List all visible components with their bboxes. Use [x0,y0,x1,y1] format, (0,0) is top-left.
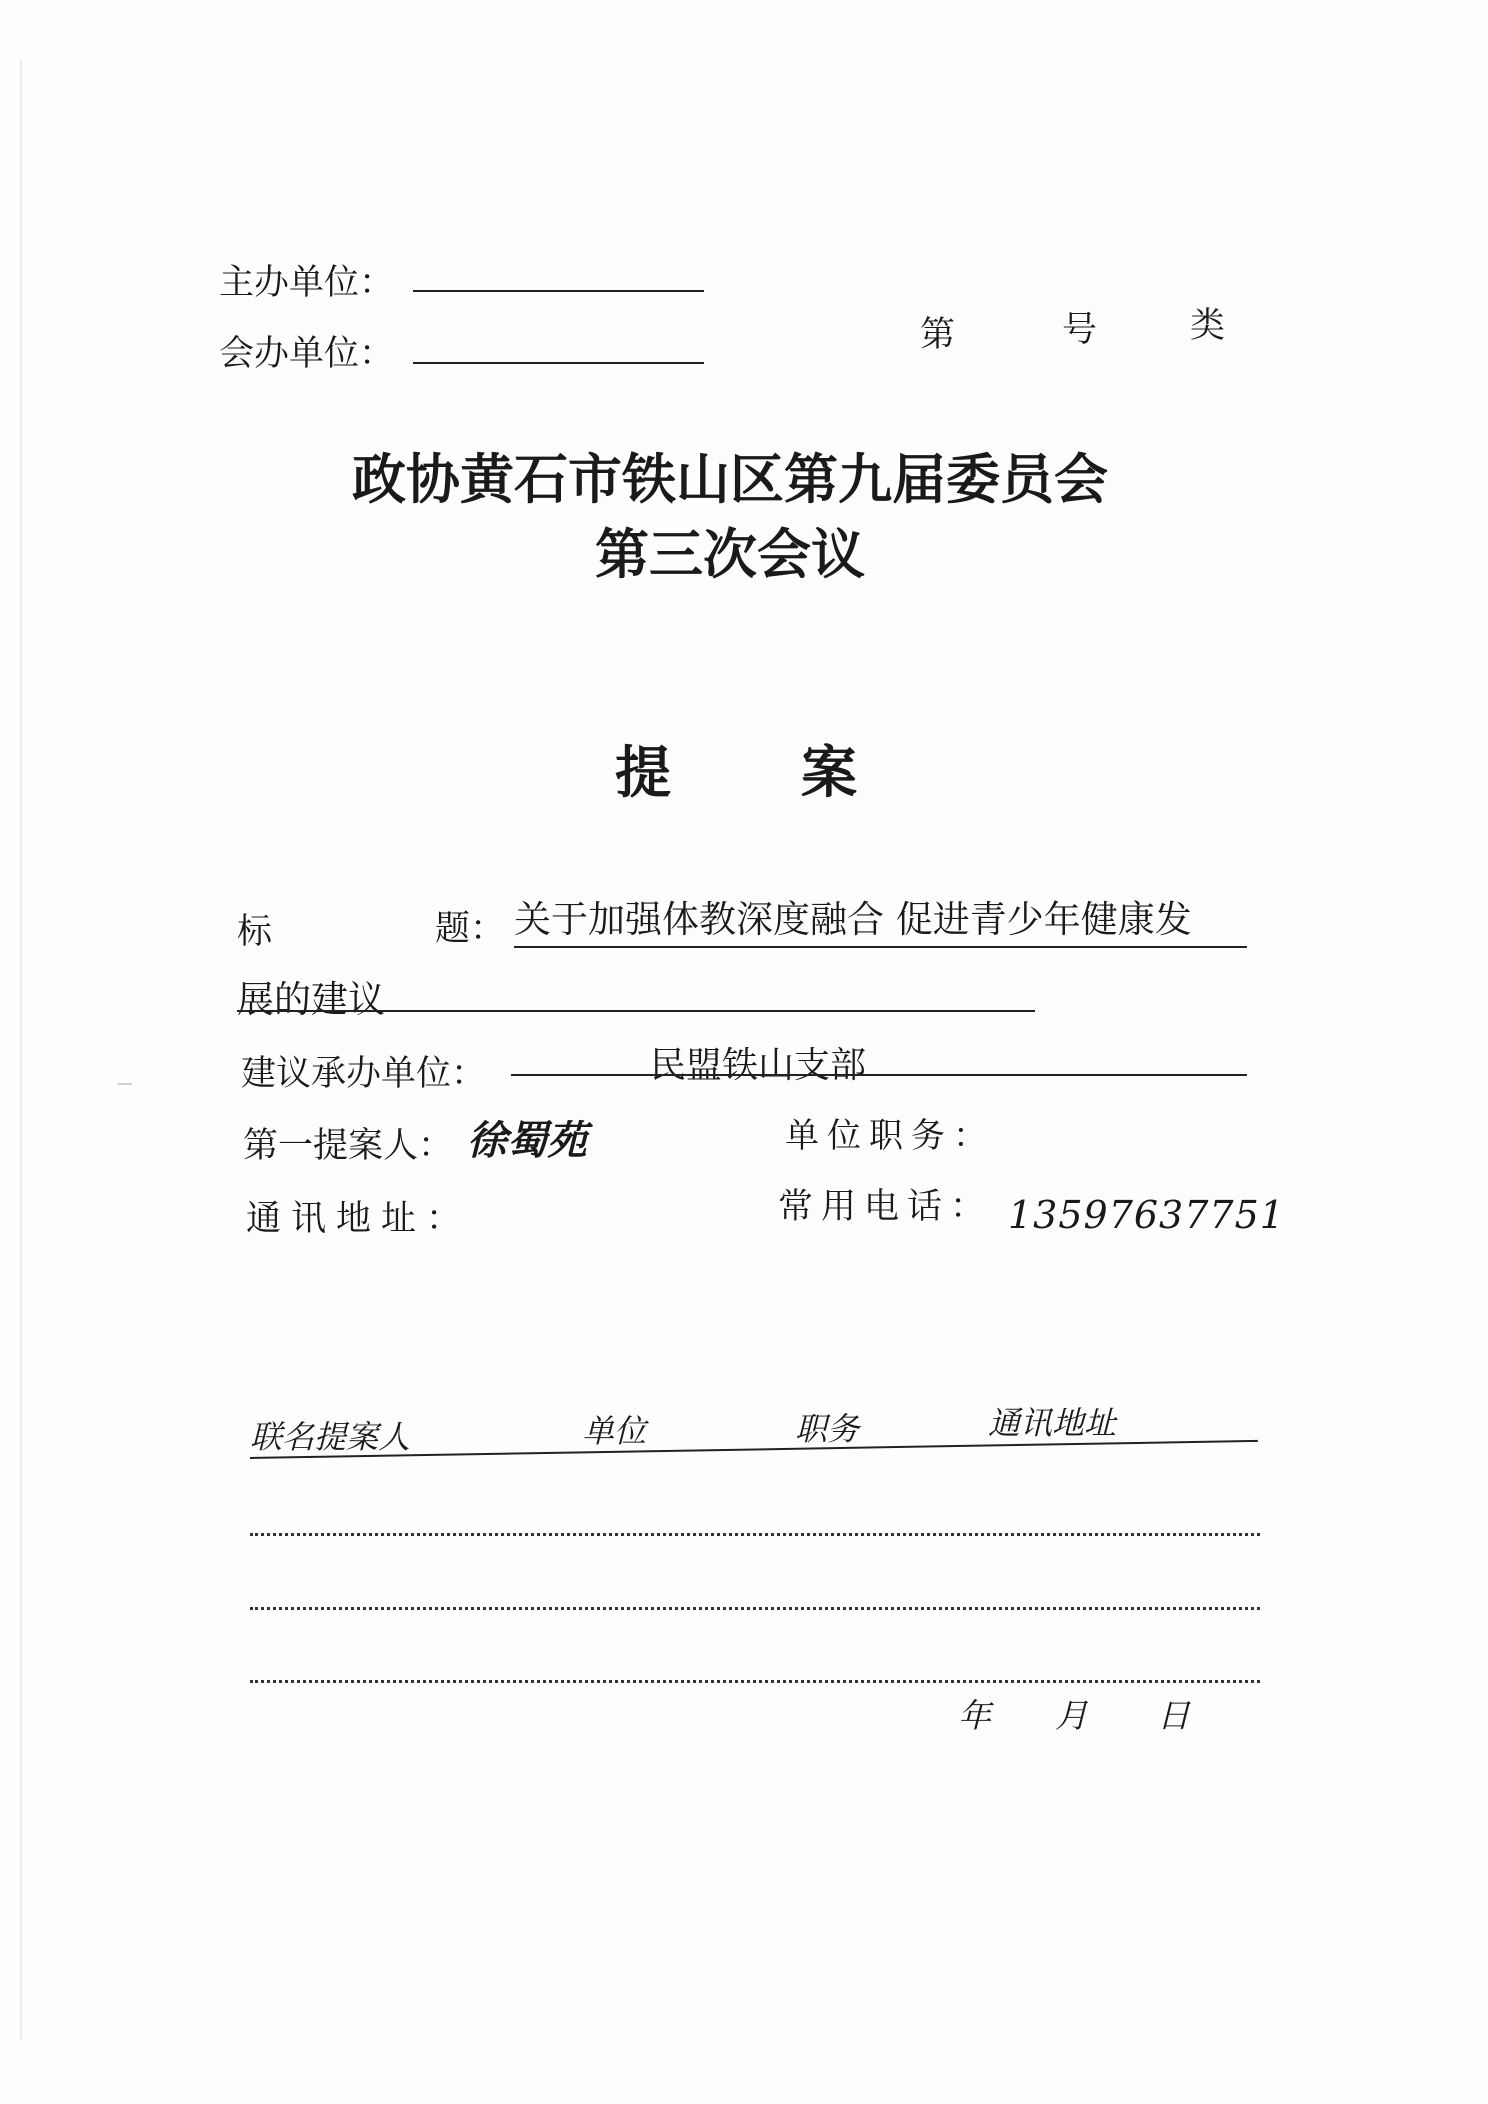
subject-underline-1 [514,946,1247,948]
undertaking-unit-underline [511,1074,1247,1076]
number-char-di: 第 [920,315,956,355]
number-char-lei: 类 [1190,306,1226,346]
position-label: 单位职务： [785,1116,995,1156]
co-unit-label: 会办单位： [219,334,395,374]
date-year-char: 年 [958,1696,991,1735]
subject-value-line-1: 关于加强体教深度融合 促进青少年健康发 [514,898,1192,941]
title-line-1: 政协黄石市铁山区第九届委员会 [352,448,1108,511]
co-unit-underline [413,362,704,364]
joint-row-dotted-line [250,1607,1260,1610]
phone-value: 13597637751 [1008,1193,1285,1237]
joint-header-address: 通讯地址 [988,1404,1117,1442]
scan-edge [20,60,22,2040]
date-day-char: 日 [1157,1696,1190,1735]
address-label: 通讯地址： [246,1199,472,1239]
date-month-char: 月 [1055,1696,1088,1735]
first-proposer-signature: 徐蜀苑 [467,1117,587,1164]
joint-header-proposer: 联名提案人 [250,1418,411,1456]
host-unit-label: 主办单位： [219,263,395,303]
doc-type-char-an: 案 [801,741,857,806]
phone-label: 常用电话： [778,1187,994,1227]
first-proposer-label: 第一提案人： [243,1126,454,1166]
undertaking-unit-value: 民盟铁山支部 [650,1045,867,1086]
host-unit-underline [413,290,704,292]
subject-underline-2 [237,1010,1035,1012]
joint-row-dotted-line [250,1533,1260,1536]
subject-label-ti: 题： [435,909,506,949]
number-char-hao: 号 [1062,310,1098,350]
joint-header-unit: 单位 [582,1412,647,1450]
joint-row-dotted-line [250,1680,1260,1683]
doc-type-char-ti: 提 [615,741,671,806]
title-line-2: 第三次会议 [595,523,865,586]
subject-label-biao: 标 [237,912,273,952]
scan-mark [118,1083,132,1085]
undertaking-unit-label: 建议承办单位： [241,1054,487,1094]
joint-header-position: 职务 [795,1410,860,1448]
subject-value-line-2: 展的建议 [237,978,385,1021]
